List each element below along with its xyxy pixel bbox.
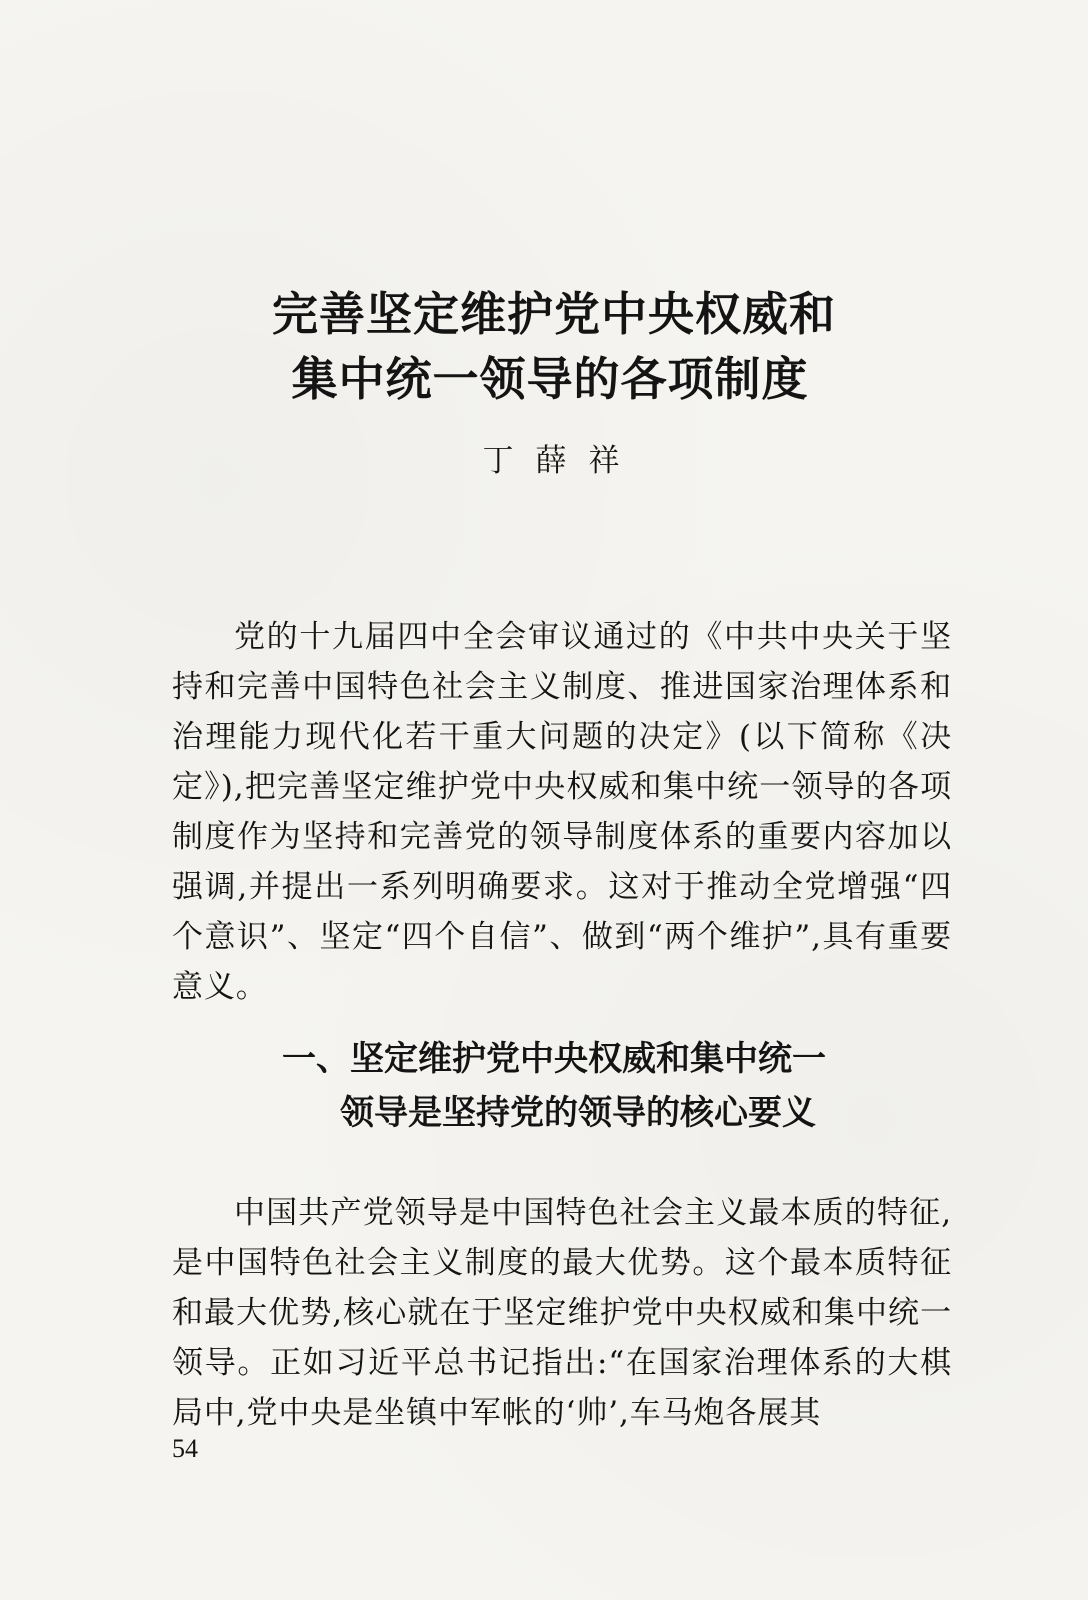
section-heading-line-1: 一、坚定维护党中央权威和集中统一 — [282, 1039, 826, 1079]
article-title-line-2: 集中统一领导的各项制度 — [291, 352, 809, 406]
article-title-line-1: 完善坚定维护党中央权威和 — [272, 287, 836, 341]
intro-paragraph: 党的十九届四中全会审议通过的《中共中央关于坚持和完善中国特色社会主义制度、推进国家治理体系和治理能力现代化若干重大问题的决定》(以下简称《决定》),把完善坚定维护党中央权威和集中统一领导的各项制度作为坚持和完善党的领导制度体系的重要内容加以强调,并提出一系列明确要求。这对于推动全党增强“四个意识”、坚定“四个自信”、做到“两个维护”,具有重要意义。 — [172, 619, 952, 1005]
section-heading-line-2: 领导是坚持党的领导的核心要义 — [340, 1093, 816, 1133]
article-author: 丁薛祥 — [482, 443, 642, 479]
body-paragraph: 中国共产党领导是中国特色社会主义最本质的特征,是中国特色社会主义制度的最大优势。这个最本质特征和最大优势,核心就在于坚定维护党中央权威和集中统一领导。正如习近平总书记指出:“在国家治理体系的大棋局中,党中央是坐镇中军帐的‘帅’,车马炮各展其 — [172, 1195, 952, 1431]
page-number: 54 — [172, 1434, 198, 1463]
